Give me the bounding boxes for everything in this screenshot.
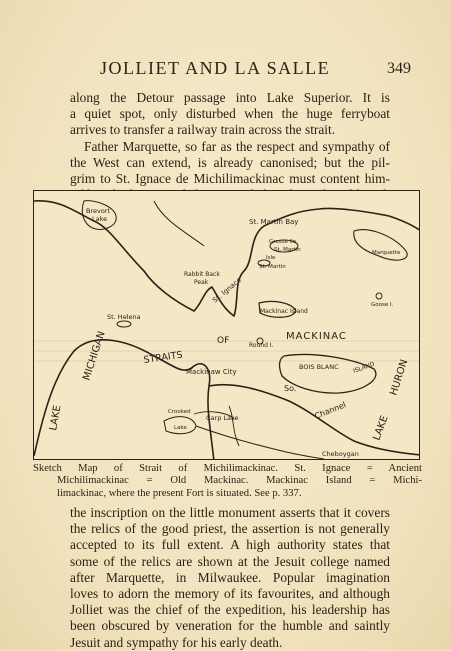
map-label: Brevort <box>86 207 111 215</box>
map-label: St. Martin <box>274 247 301 253</box>
text-line: Father Marquette, so far as the respect and sympathy of <box>84 138 390 154</box>
text-line: grim to St. Ignace de Michilimackinac must content him- <box>70 171 390 187</box>
map-label: STRAITS <box>142 349 184 366</box>
map-label: Goose I. <box>371 302 394 308</box>
page-number: 349 <box>387 60 411 77</box>
map-label: Isle <box>266 255 276 261</box>
paragraph-bottom <box>70 505 390 651</box>
caption-line: limackinac, where the present Fort is situated. See p. 337. <box>57 487 302 499</box>
map-drawing <box>34 191 420 460</box>
map-label: Lake <box>174 425 187 431</box>
map-label: Channel <box>313 400 348 421</box>
caption-line: Michilimackinac = Old Mackinac. Mackinac Island = Michi- <box>57 475 422 487</box>
map-label: Rabbit Back <box>184 271 220 278</box>
map-label: Carp Lake <box>206 414 239 422</box>
map-label: HURON <box>388 358 411 397</box>
map-label: Round I. <box>249 342 274 349</box>
text-line: a quiet spot, only disturbed when the huge ferryboat <box>70 106 390 122</box>
text-line: Jesuit and sympathy for his early death. <box>70 634 283 650</box>
text-line: some of the relics are shown at the Jesuit college named <box>70 553 390 569</box>
map-label: St. Helena <box>107 313 141 321</box>
text-line: accepted to its full extent. A high authority states that <box>70 537 390 553</box>
text-line: Jolliet was the chief of the expedition, his leadership has <box>70 602 390 618</box>
text-line: along the Detour passage into Lake Superior. It is <box>70 90 390 105</box>
map-label: OF <box>217 336 230 346</box>
map-label: Lake <box>92 215 108 223</box>
text-line: the West can extend, is already canonised; but the pil- <box>70 154 390 170</box>
caption-line: Sketch Map of Strait of Michilimackinac. St. Ignace = Ancient <box>33 463 422 474</box>
map-label: So. <box>284 384 297 393</box>
map-label: Crooked <box>168 409 191 415</box>
running-head <box>40 58 411 82</box>
text-line: arrives to transfer a railway train across the strait. <box>70 122 336 138</box>
map-label: St. Martin Bay <box>249 218 299 226</box>
map-label: LAKE <box>48 404 64 432</box>
text-line: loves to adorn the memory of its favourites, and although <box>70 586 390 602</box>
map-label: MICHIGAN <box>81 329 108 382</box>
map-caption <box>33 463 422 500</box>
running-title: JOLLIET AND LA SALLE <box>100 58 331 78</box>
sketch-map <box>33 190 420 460</box>
text-line: the inscription on the little monument asserts that it covers <box>70 505 390 520</box>
map-label: LAKE <box>371 414 391 443</box>
map-label: St. Martin <box>259 264 286 270</box>
text-line: the relics of the good priest, the assertion is not generally <box>70 521 390 537</box>
map-label: MACKINAC <box>286 331 347 342</box>
map-label: Mackinaw City <box>186 368 237 376</box>
text-line: been obscured by veneration for the humble and saintly <box>70 618 390 634</box>
map-label: Mackinac Island <box>260 308 308 315</box>
map-label: Peak <box>194 279 209 286</box>
text-line: after Marquette, in Milwaukee. Popular imagination <box>70 569 390 585</box>
map-label: Marquette <box>372 250 401 256</box>
map-label: BOIS BLANC <box>299 363 339 371</box>
map-label: St. Ignace <box>211 275 244 305</box>
map-label: Grosse Ile <box>269 239 297 245</box>
map-label: ISLAND <box>352 360 376 375</box>
map-label: Cheboygan <box>322 450 359 458</box>
paragraph-top <box>70 90 390 203</box>
